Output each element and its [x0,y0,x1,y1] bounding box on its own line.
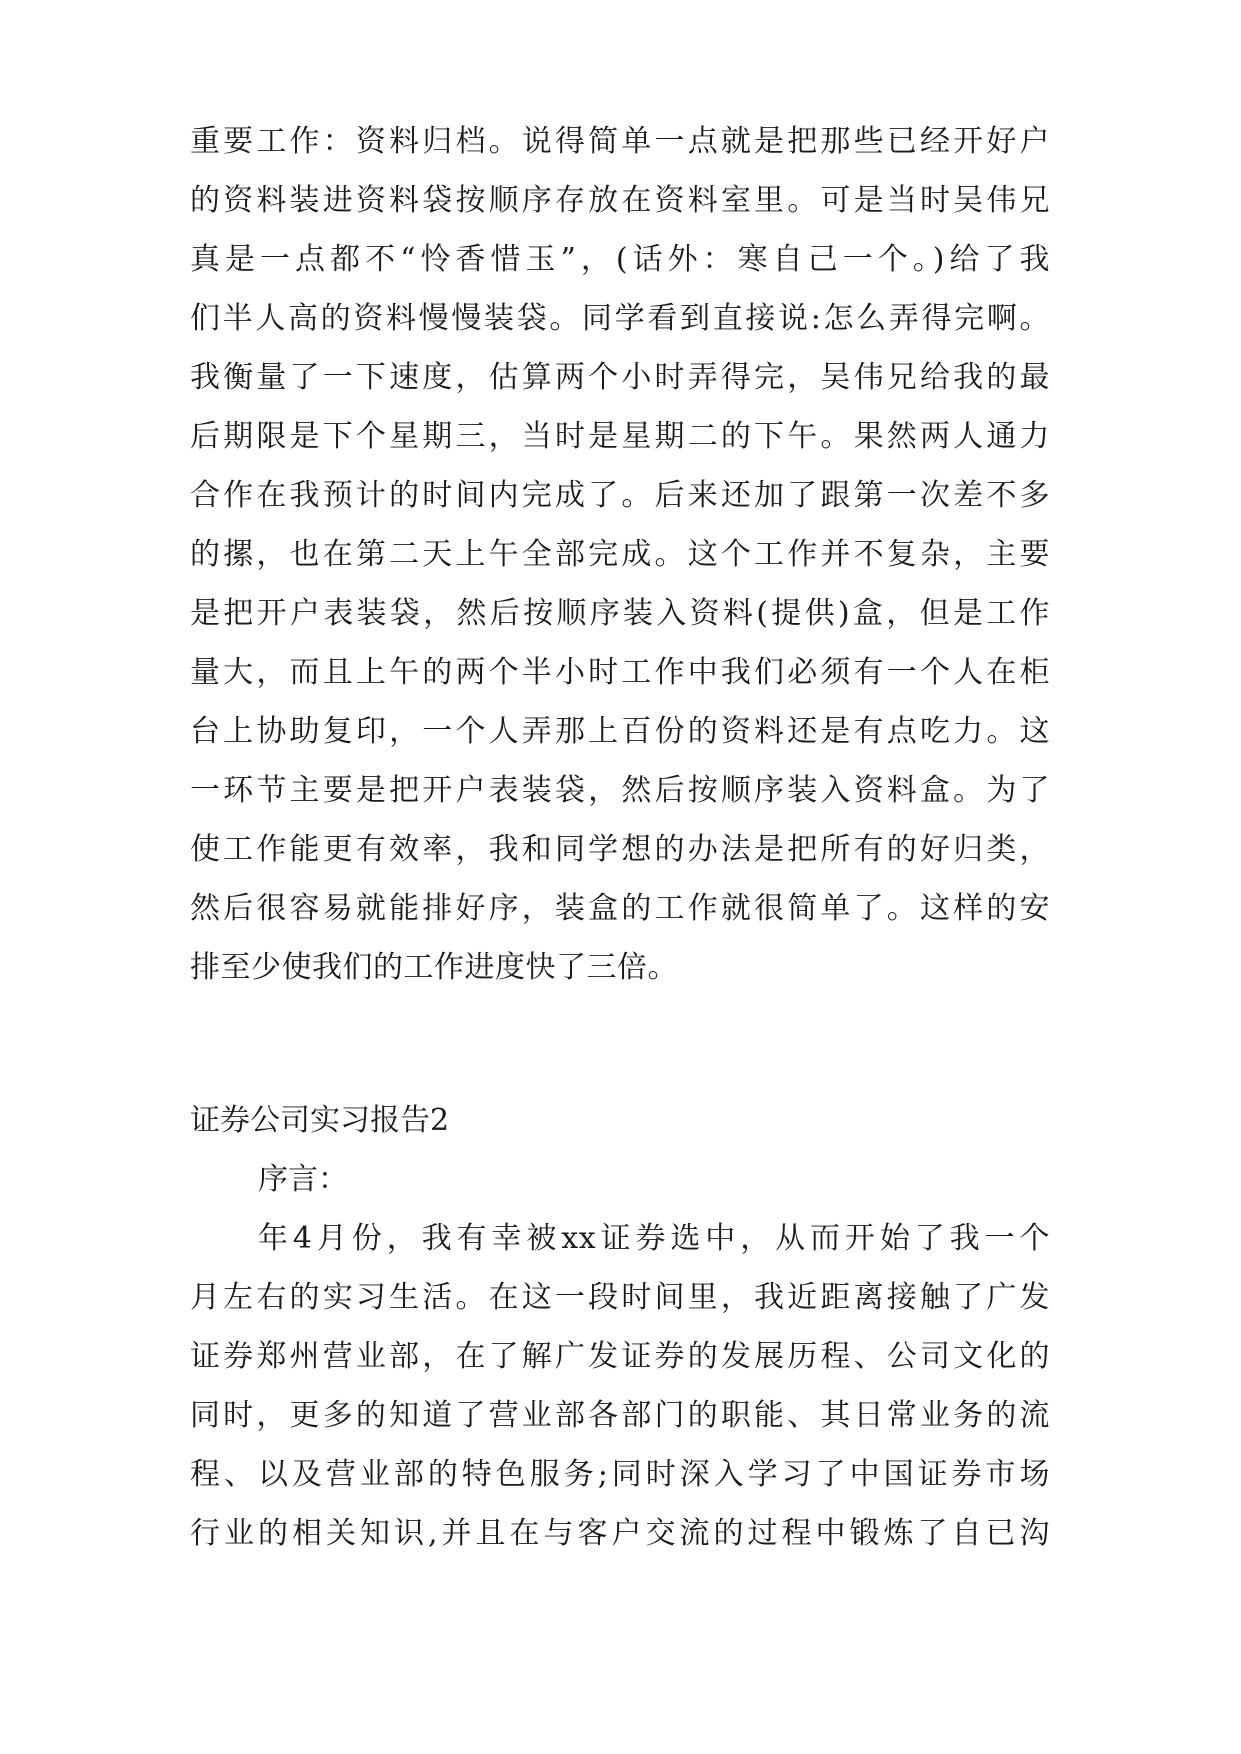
text-line: 的摞，也在第二天上午全部完成。这个工作并不复杂，主要 [190,537,1050,572]
text-line: 们半人高的资料慢慢装袋。同学看到直接说:怎么弄得完啊。 [190,301,1050,336]
text-line: 真是一点都不“怜香惜玉”，(话外：寒自己一个。)给了我 [190,242,1050,277]
section-heading: 证券公司实习报告2 [190,1103,450,1138]
text-line: 一环节主要是把开户表装袋，然后按顺序装入资料盒。为了 [190,773,1050,808]
text-line: 量大，而且上午的两个半小时工作中我们必须有一个人在柜 [190,655,1050,690]
text-line: 证券郑州营业部，在了解广发证券的发展历程、公司文化的 [190,1339,1050,1374]
text-line: 合作在我预计的时间内完成了。后来还加了跟第一次差不多 [190,478,1050,513]
text-line: 的资料装进资料袋按顺序存放在资料室里。可是当时吴伟兄 [190,183,1050,218]
paragraph-internship-intro [190,1209,1050,1563]
text-line: 重要工作：资料归档。说得简单一点就是把那些已经开好户 [190,124,1050,159]
text-line: 月左右的实习生活。在这一段时间里，我近距离接触了广发 [190,1280,1050,1315]
text-line: 行业的相关知识,并且在与客户交流的过程中锻炼了自已沟 [190,1516,1050,1551]
preface-label: 序言： [258,1162,348,1197]
text-line: 排至少使我们的工作进度快了三倍。 [190,950,678,985]
text-line: 年4月份，我有幸被xx证券选中，从而开始了我一个 [258,1221,1050,1256]
text-line: 后期限是下个星期三，当时是星期二的下午。果然两人通力 [190,419,1050,454]
text-line: 然后很容易就能排好序，装盒的工作就很简单了。这样的安 [190,891,1050,926]
text-line: 程、以及营业部的特色服务;同时深入学习了中国证券市场 [190,1457,1050,1492]
text-line: 是把开户表装袋，然后按顺序装入资料(提供)盒，但是工作 [190,596,1050,631]
text-line: 台上协助复印，一个人弄那上百份的资料还是有点吃力。这 [190,714,1050,749]
text-line: 同时，更多的知道了营业部各部门的职能、其日常业务的流 [190,1398,1050,1433]
text-line: 使工作能更有效率，我和同学想的办法是把所有的好归类， [190,832,1050,867]
paragraph-archiving-work [190,112,1050,997]
text-line: 我衡量了一下速度，估算两个小时弄得完，吴伟兄给我的最 [190,360,1050,395]
